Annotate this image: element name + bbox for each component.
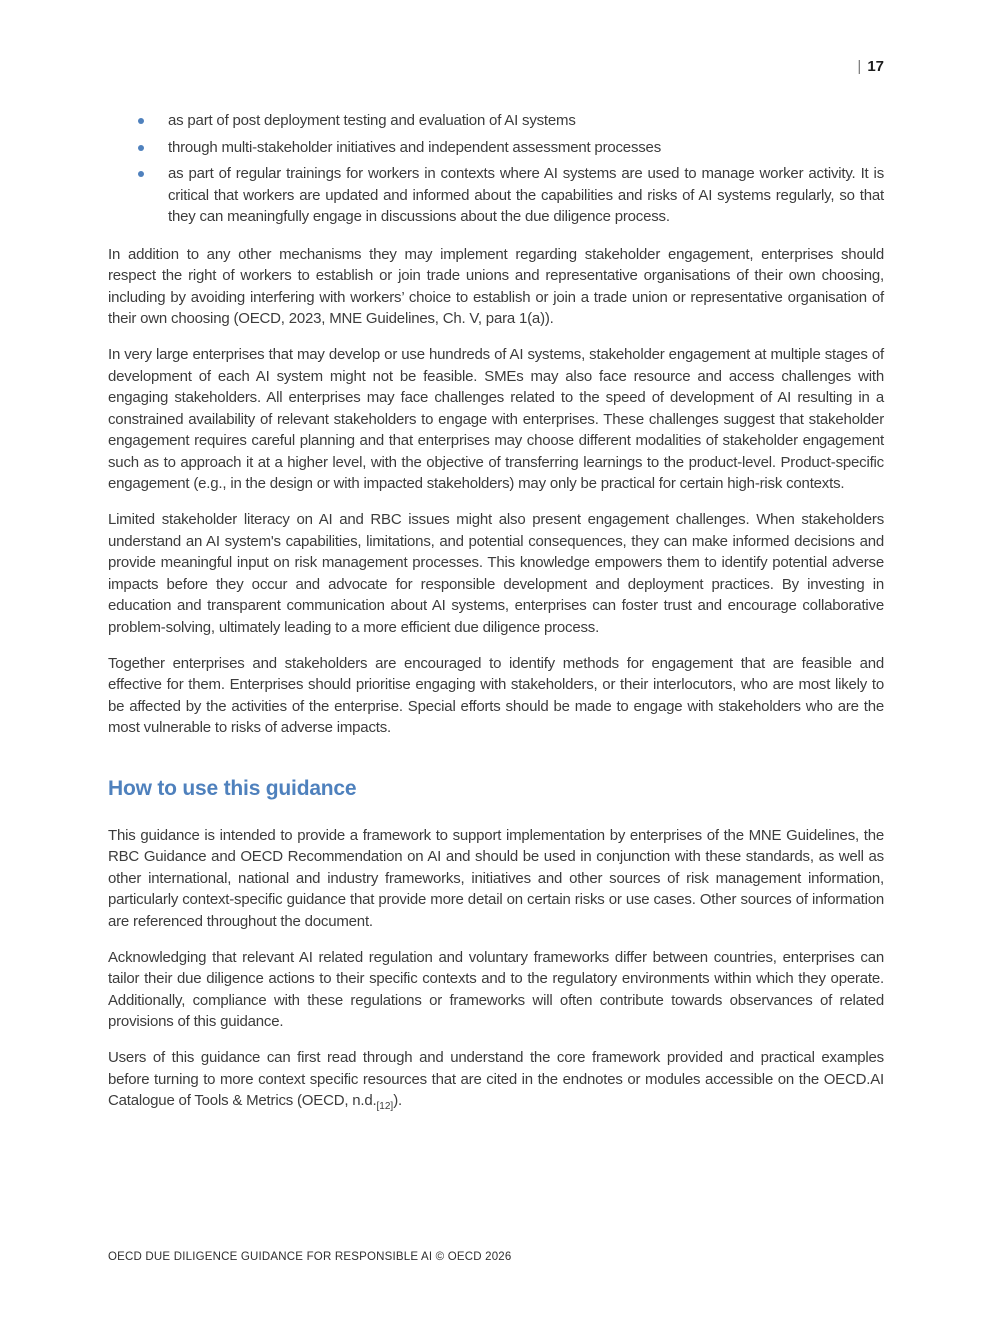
bullet-icon [138,171,144,177]
paragraph-regulation-differences: Acknowledging that relevant AI related regulation and voluntary frameworks differ between countries, enterprises can tailor their due diligence actions to their specific contexts and to the regulatory environments within which they operate. Additionally, compliance with these regulations or frameworks will often contribute towards observances of related provisions of this guidance. [108,948,884,1030]
section-heading-how-to-use: How to use this guidance [108,776,357,800]
paragraph-trade-unions: In addition to any other mechanisms they may implement regarding stakeholder engagement, enterprises should respect the right of workers to establish or join trade unions and representative organisations of their own choosing, including by avoiding interfering with workers’ choice to establish or join a trade union or representative organisation of their own choosing (OECD, 2023, MNE Guidelines, Ch. V, para 1(a)). [108,245,884,327]
bullet-item-text: as part of regular trainings for workers in contexts where AI systems are used to manage worker activity. It is critical that workers are updated and informed about the capabilities and risks of AI systems regularly, so that they can meaningfully engage in discussions about the due diligence process. [168,165,884,225]
bullet-icon [138,145,144,151]
page-header [108,56,884,78]
paragraph-guidance-framework: This guidance is intended to provide a framework to support implementation by enterprises of the MNE Guidelines, the RBC Guidance and OECD Recommendation on AI and should be used in conjunction with these standards, as well as other international, national and industry frameworks, initiatives and other sources of risk management information, particularly context-specific guidance that provide more detail on certain risks or use cases. Other sources of information are referenced throughout the document. [108,826,884,930]
bullet-icon [138,118,144,124]
paragraph-users-text: Users of this guidance can first read through and understand the core framework provided and practical examples before turning to more context specific resources that are cited in the endnotes or modules accessible on the OECD.AI Catalogue of Tools & Metrics (OECD, n.d. [108,1049,884,1109]
endnote-reference-12: [12] [376,1101,394,1112]
paragraph-engagement-methods: Together enterprises and stakeholders are encouraged to identify methods for engagement that are feasible and effective for them. Enterprises should prioritise engaging with stakeholders, or their interlocutors, who are most likely to be affected by the activities of the enterprise. Special efforts should be made to engage with stakeholders who are the most vulnerable to risks of adverse impacts. [108,654,884,736]
paragraph-large-enterprises: In very large enterprises that may develop or use hundreds of AI systems, stakeholder engagement at multiple stages of development of each AI system might not be feasible. SMEs may also face resource and access challenges with engaging stakeholders. All enterprises may face challenges related to the speed of development of AI resulting in a constrained availability of relevant stakeholders to engage with enterprises. These challenges suggest that stakeholder engagement requires careful planning and that enterprises may choose different modalities of stakeholder engagement such as to approach it at a higher level, with the objective of transferring learnings to the product-level. Product-specific engagement (e.g., in the design or with impacted stakeholders) may only be practical for certain high-risk contexts. [108,346,884,492]
page-number-separator: | [857,58,862,75]
bullet-item [168,137,884,159]
footer-running-title: OECD DUE DILIGENCE GUIDANCE FOR RESPONSIBLE AI © OECD 2026 [108,1251,512,1263]
bullet-list [108,110,884,228]
paragraph-users-of-guidance [108,1047,884,1118]
bullet-item-text: as part of post deployment testing and evaluation of AI systems [168,112,576,129]
bullet-item-text: through multi-stakeholder initiatives and independent assessment processes [168,138,661,156]
bullet-item [168,110,884,132]
paragraph-users-text-end: ). [393,1092,402,1109]
bullet-item [168,163,884,228]
page-number: 17 [867,58,884,75]
paragraph-stakeholder-literacy: Limited stakeholder literacy on AI and RBC issues might also present engagement challenges. When stakeholders understand an AI system's capabilities, limitations, and potential consequences, they can make informed decisions and provide meaningful input on risk management processes. This knowledge empowers them to identify potential adverse impacts before they occur and advocate for responsible development and deployment practices. By investing in education and transparent communication about AI systems, enterprises can foster trust and encourage collaborative problem-solving, ultimately leading to a more efficient due diligence process. [108,511,884,636]
